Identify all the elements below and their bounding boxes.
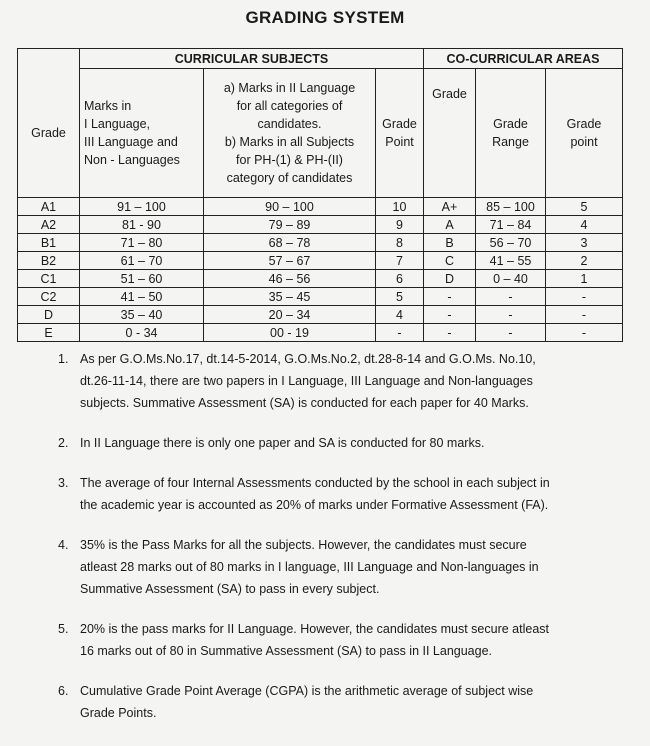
table-row [18,252,623,270]
note-number: 5. [58,622,69,636]
marks-second-cell: 68 – 78 [204,234,376,252]
note-item [58,618,618,662]
note-line: dt.26-11-14, there are two papers in I Language, III Language and Non-languages [80,374,533,388]
co-grade-cell: D [424,270,476,288]
marks-first-line-3: III Language and [84,135,178,149]
co-grade-range-cell: - [476,288,546,306]
co-grade-cell: A [424,216,476,234]
grade-cell: D [18,306,80,324]
co-grade-range-cell: 85 – 100 [476,198,546,216]
note-item [58,472,618,516]
marks-second-line-1: a) Marks in II Language [223,81,356,95]
co-curricular-areas-header: CO-CURRICULAR AREAS [424,49,623,69]
grade-point-line-1: Grade [382,117,417,131]
grade-header-spacer [18,49,80,69]
grade-point-cell: - [376,324,424,342]
co-grade-point-cell: - [546,306,623,324]
table-row [18,234,623,252]
grade-cell: A2 [18,216,80,234]
grade-column-header [18,69,80,198]
grade-cell: B2 [18,252,80,270]
co-grade-cell: - [424,324,476,342]
note-line: the academic year is accounted as 20% of marks under Formative Assessment (FA). [80,498,549,512]
note-number: 3. [58,476,69,490]
co-grade-point-line-1: Grade [566,117,602,131]
marks-first-language-header [80,69,204,198]
table-row [18,216,623,234]
marks-first-cell: 0 - 34 [80,324,204,342]
note-line: 16 marks out of 80 in Summative Assessment (SA) to pass in II Language. [80,644,493,658]
co-grade-point-cell: - [546,288,623,306]
note-line: 20% is the pass marks for II Language. However, the candidates must secure atleast [80,622,550,636]
grading-table [17,48,623,342]
co-grade-point-cell: 5 [546,198,623,216]
co-grade-point-cell: - [546,324,623,342]
note-line: As per G.O.Ms.No.17, dt.14-5-2014, G.O.Ms.No.2, dt.28-8-14 and G.O.Ms. No.10, [80,352,536,366]
marks-second-cell: 00 - 19 [204,324,376,342]
grade-cell: C1 [18,270,80,288]
co-grade-header [424,69,476,198]
grade-column-label: Grade [31,125,66,140]
co-grade-point-cell: 4 [546,216,623,234]
co-grade-range-cell: - [476,306,546,324]
note-number: 1. [58,352,69,366]
marks-second-line-4: b) Marks in all Subjects [224,135,355,149]
marks-second-cell: 90 – 100 [204,198,376,216]
note-line: Summative Assessment (SA) to pass in every subject. [80,582,380,596]
co-grade-cell: - [424,288,476,306]
marks-second-cell: 20 – 34 [204,306,376,324]
marks-first-cell: 91 – 100 [80,198,204,216]
table-row [18,288,623,306]
co-grade-range-cell: 0 – 40 [476,270,546,288]
note-item [58,348,618,414]
co-grade-cell: A+ [424,198,476,216]
group-header-row [18,49,623,69]
co-grade-range-cell: 56 – 70 [476,234,546,252]
note-item [58,432,618,454]
grade-point-line-2: Point [385,135,414,149]
marks-first-cell: 71 – 80 [80,234,204,252]
marks-first-line-4: Non - Languages [84,153,180,167]
grade-point-header [376,69,424,198]
marks-first-cell: 81 - 90 [80,216,204,234]
table-row [18,198,623,216]
marks-second-line-6: category of candidates [226,171,353,185]
note-line: Cumulative Grade Point Average (CGPA) is the arithmetic average of subject wise [80,684,534,698]
co-grade-range-cell: 41 – 55 [476,252,546,270]
note-number: 2. [58,436,69,450]
co-grade-range-cell: - [476,324,546,342]
marks-second-line-5: for PH-(1) & PH-(II) [236,153,343,167]
column-header-row [18,69,623,198]
marks-first-cell: 61 – 70 [80,252,204,270]
marks-second-cell: 57 – 67 [204,252,376,270]
co-grade-cell: - [424,306,476,324]
notes-list [58,348,618,724]
marks-first-line-2: I Language, [84,117,151,131]
co-grade-range-line-1: Grade [493,117,528,131]
grade-point-cell: 7 [376,252,424,270]
grade-cell: C2 [18,288,80,306]
marks-second-line-2: for all categories of [236,99,343,113]
note-number: 4. [58,538,69,552]
table-row [18,306,623,324]
note-line: subjects. Summative Assessment (SA) is conducted for each paper for 40 Marks. [80,396,529,410]
marks-second-cell: 35 – 45 [204,288,376,306]
marks-first-cell: 35 – 40 [80,306,204,324]
table-row [18,324,623,342]
note-line: atleast 28 marks out of 80 marks in I language, III Language and Non-languages in [80,560,539,574]
co-grade-cell: C [424,252,476,270]
co-grade-label: Grade [432,87,467,101]
grade-point-cell: 9 [376,216,424,234]
co-grade-point-cell: 2 [546,252,623,270]
co-grade-range-header [476,69,546,198]
co-grade-range-cell: 71 – 84 [476,216,546,234]
marks-second-cell: 46 – 56 [204,270,376,288]
marks-first-line-1: Marks in [84,99,132,113]
note-item [58,534,618,600]
co-grade-point-header [546,69,623,198]
note-line: 35% is the Pass Marks for all the subjects. However, the candidates must secure [80,538,527,552]
marks-second-language-header [204,69,376,198]
marks-second-cell: 79 – 89 [204,216,376,234]
note-item [58,680,618,724]
note-line: The average of four Internal Assessments conducted by the school in each subject in [80,476,550,490]
grade-cell: B1 [18,234,80,252]
grade-cell: A1 [18,198,80,216]
grade-point-cell: 4 [376,306,424,324]
grade-cell: E [18,324,80,342]
marks-first-cell: 51 – 60 [80,270,204,288]
page-title: GRADING SYSTEM [245,8,405,27]
note-line: Grade Points. [80,706,157,720]
co-grade-range-line-2: Range [492,135,529,149]
marks-first-cell: 41 – 50 [80,288,204,306]
co-grade-cell: B [424,234,476,252]
grade-point-cell: 8 [376,234,424,252]
curricular-subjects-header: CURRICULAR SUBJECTS [80,49,424,69]
table-row [18,270,623,288]
grade-point-cell: 10 [376,198,424,216]
grade-point-cell: 6 [376,270,424,288]
grade-point-cell: 5 [376,288,424,306]
co-grade-point-cell: 1 [546,270,623,288]
note-number: 6. [58,684,69,698]
co-grade-point-line-2: point [570,135,598,149]
note-line: In II Language there is only one paper and SA is conducted for 80 marks. [80,436,485,450]
marks-second-line-3: candidates. [257,117,322,131]
co-grade-point-cell: 3 [546,234,623,252]
